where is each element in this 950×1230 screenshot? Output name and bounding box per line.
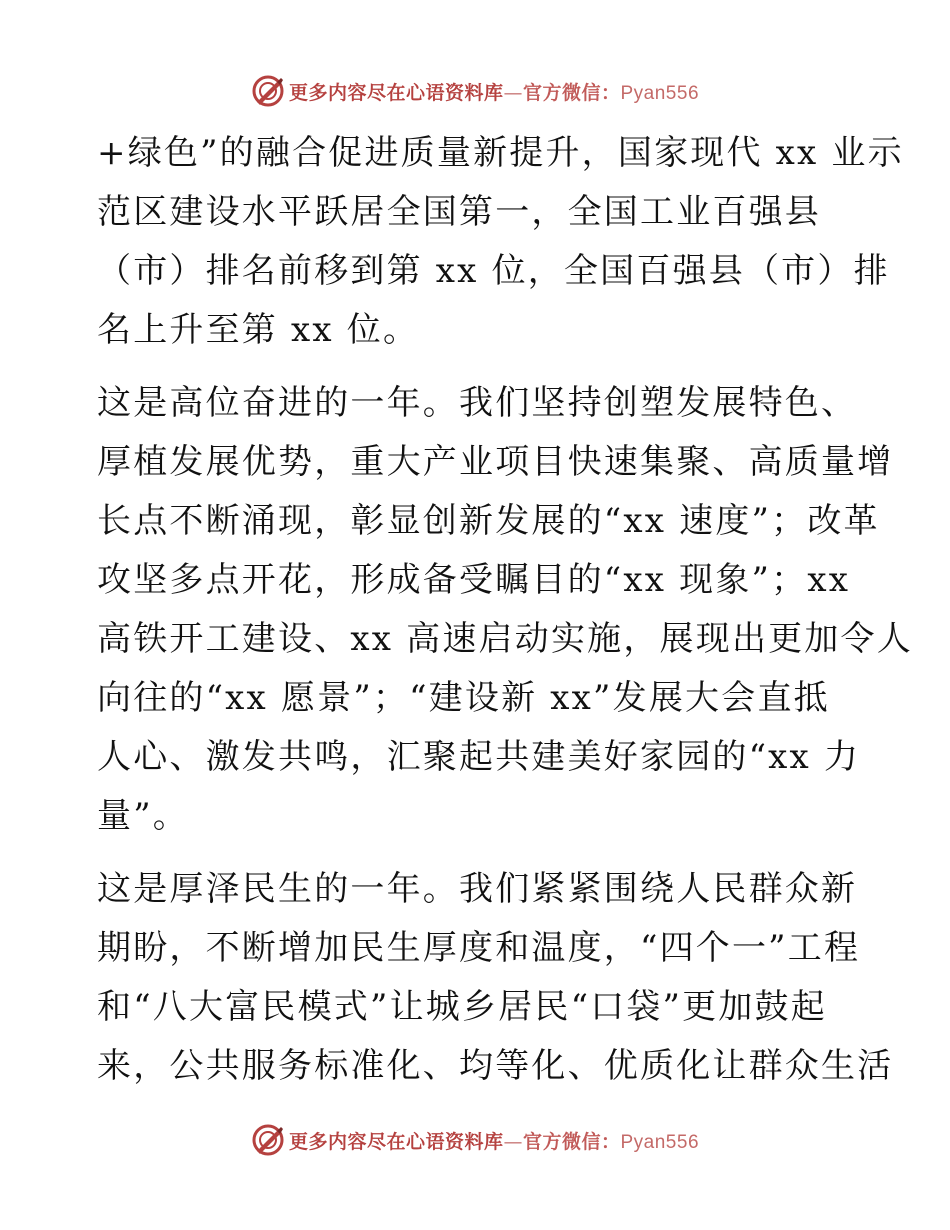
text-line: （市）排名前移到第 xx 位，全国百强县（市）排	[97, 251, 890, 291]
text-line: 量”。	[97, 796, 189, 836]
text-line: 期盼，不断增加民生厚度和温度，“四个一”工程	[97, 928, 861, 968]
watermark-brand: 更多内容尽在心语资料库	[288, 81, 504, 104]
text-line: 来，公共服务标准化、均等化、优质化让群众生活	[97, 1046, 894, 1086]
paragraph-1	[97, 124, 904, 360]
text-line: 范区建设水平跃居全国第一，全国工业百强县	[97, 192, 821, 232]
text-line: 高铁开工建设、xx 高速启动实施，展现出更加令人	[97, 619, 913, 659]
text-line: +绿色”的融合促进质量新提升，国家现代 xx 业示	[97, 133, 904, 173]
watermark-text	[289, 1127, 699, 1154]
document-body	[97, 124, 913, 1096]
watermark-wechat-id: Pyan556	[620, 1131, 700, 1153]
brand-logo-icon	[251, 1123, 285, 1157]
text-line: 攻坚多点开花，形成备受瞩目的“xx 现象”；xx	[97, 560, 851, 600]
footer-watermark	[0, 1120, 950, 1160]
watermark-official: 官方微信：	[522, 1130, 621, 1153]
text-line: 向往的“xx 愿景”；“建设新 xx”发展大会直抵	[97, 678, 830, 718]
brand-logo-icon	[251, 74, 285, 108]
watermark-brand: 更多内容尽在心语资料库	[288, 1130, 504, 1153]
text-line: 这是高位奋进的一年。我们坚持创塑发展特色、	[97, 383, 858, 423]
paragraph-2	[97, 374, 913, 846]
text-line: 厚植发展优势，重大产业项目快速集聚、高质量增	[97, 442, 894, 482]
text-line: 和“八大富民模式”让城乡居民“口袋”更加鼓起	[97, 987, 827, 1027]
text-line: 这是厚泽民生的一年。我们紧紧围绕人民群众新	[97, 869, 858, 909]
paragraph-gap	[97, 360, 867, 374]
watermark-official: 官方微信：	[522, 81, 621, 104]
watermark-wechat-id: Pyan556	[620, 82, 700, 104]
watermark-dash: —	[503, 1130, 523, 1153]
watermark-dash: —	[503, 81, 523, 104]
paragraph-3	[97, 860, 894, 1096]
text-line: 人心、激发共鸣，汇聚起共建美好家园的“xx 力	[97, 737, 861, 777]
text-line: 长点不断涌现，彰显创新发展的“xx 速度”；改革	[97, 501, 880, 541]
header-watermark	[0, 71, 950, 111]
paragraph-gap	[97, 846, 867, 860]
watermark-text	[289, 78, 699, 105]
text-line: 名上升至第 xx 位。	[97, 310, 420, 350]
